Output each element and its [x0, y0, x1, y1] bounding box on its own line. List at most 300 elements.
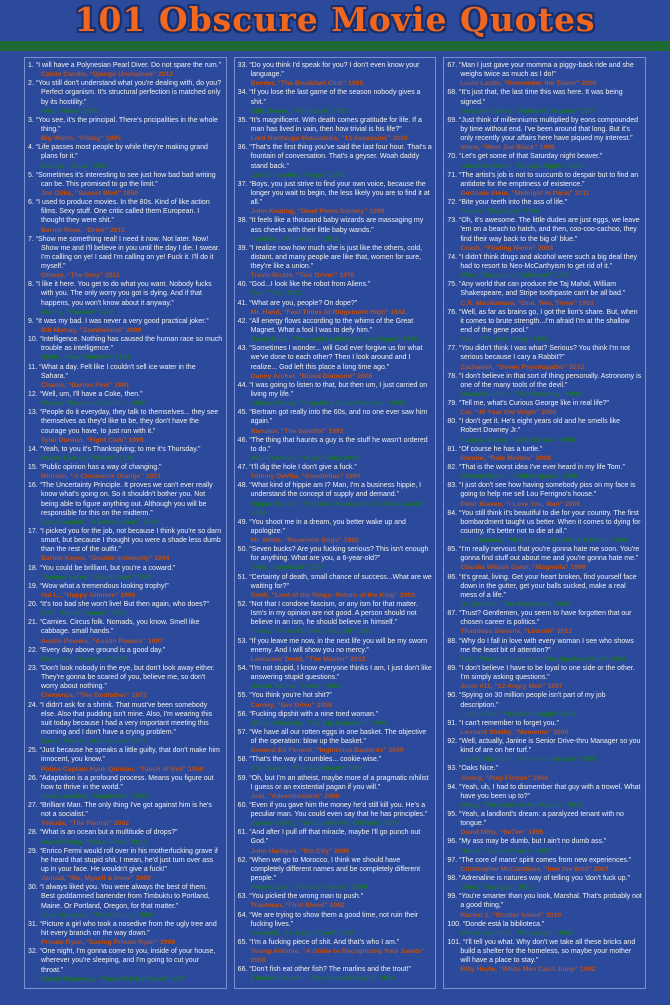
quote-attribution: Private Ryan, “Saving Private Ryan” 1998 [41, 939, 176, 947]
quote-attribution: C.R. MacNamara, “One, Two, Three” 1961 [460, 299, 594, 307]
quote-item [447, 171, 642, 198]
quote-item [447, 216, 642, 253]
quote-attribution: Marty, “The Cabin In the Woods” 2011 [460, 801, 583, 809]
quote-text: 85. “I'm really nervous that you're gonna hate me soon. You're gonna find stuff out about me and you're gonna hate me.” [447, 546, 640, 563]
quote-item [447, 856, 642, 874]
quote-item [447, 637, 642, 664]
quote-item [238, 911, 433, 938]
quote-attribution: Stella, “Rear Window” 1954 [41, 354, 130, 362]
quote-attribution: Bernie Rose, “Drive” 2011 [41, 226, 125, 234]
quote-attribution: Narrator, “The Sandlot” 1993 [250, 427, 344, 435]
quote-attribution: Peter Klaven, “I Love You, Man” 2009 [460, 500, 581, 508]
quote-item [238, 774, 433, 801]
quote-text: 62. “When we go to Morocco, I think we should have completely different names and be completely different people.” [237, 856, 421, 883]
quote-item [28, 171, 223, 198]
quote-attribution: Barry, “Punch-Drunk Love” 2002 [41, 738, 147, 746]
quote-text: 70. “Let's get some of that Saturday night beaver.” [447, 153, 603, 161]
quote-attribution: Big Worm, “Friday” 1995 [41, 135, 121, 143]
quote-attribution: Ottway, “The Grey” 2011 [41, 272, 120, 280]
quote-attribution: Tommy DeVito, “Goodfellas” 1990 [250, 473, 361, 481]
quote-item [238, 938, 433, 965]
quote-text: 49. “You shoot me in a dream, you better wake up and apologize.” [237, 518, 406, 535]
quote-text: 42. “All energy flows according to the whims of the Great Magnet. What a fool I was to defy him.” [237, 317, 414, 334]
quote-item [28, 235, 223, 281]
quote-item [447, 664, 642, 691]
quote-item [238, 381, 433, 408]
quote-text: 87. “Trust? Gentlemen, you seem to have forgotten that our chosen career is politics.” [447, 610, 632, 627]
quote-text: 73. “Oh, it's awesome. The little dudes are just eggs, we leave 'em on a beach to hatch, and then, coo-coo-cachoo, they find their way back to the big ol' blue.” [447, 217, 640, 243]
quote-text: 26. “Adaptation is a profound process. Means you figure out how to thrive in the world.” [28, 774, 214, 791]
quote-item [447, 372, 642, 399]
quote-text: 80. “I don't get it. He's eight years old and he smells like Robert Downey Jr.” [447, 418, 621, 435]
quote-text: 89. “I don't believe I have to be loyal to one side or the other. I'm simply asking questions.” [447, 664, 635, 682]
quote-text: 45. “Bertram got really into the 60s, and no one ever saw him again.” [237, 409, 428, 426]
quote-text: 66. “Don't fish eat other fish? The marlins and the trout!” [237, 966, 411, 974]
quote-item [238, 344, 433, 381]
quote-attribution: Billy Beane, “Moneyball” 2011 [250, 107, 348, 115]
quote-text: 18. “You could be brilliant, but you're a coward.” [28, 564, 176, 572]
quote-attribution: Crush, “Finding Nemo” 2003 [460, 244, 553, 252]
quote-item [238, 637, 433, 664]
quote-text: 82. “That is the worst idea I've ever heard in my life Tom.” [447, 463, 625, 471]
quote-attribution: Hector Zeroni, “Holes” 2003 [250, 683, 341, 691]
quote-attribution: Claudia Wilson Gator, “Magnolia” 1999 [460, 564, 586, 572]
quote-attribution: Danny Archer, “Blood Diamond” 2006 [250, 372, 373, 380]
quote-item [238, 317, 433, 344]
quote-item [28, 600, 223, 618]
quote-attribution: Lester Burnham, “American Beauty” 1999 [460, 756, 596, 764]
quote-text: 94. “Yeah, uh, I had to dismember that guy with a trowel. What have you been up to?” [447, 783, 641, 800]
quote-item [28, 582, 223, 600]
quote-text: 13. “People do it everyday, they talk to themselves... they see themselves as they'd like to be, they don't have the courage you have, to just run with it.” [28, 409, 219, 435]
quote-text: 2. “You still don't understand what you're dealing with, do you? Perfect organism. It's structural perfection is matched only by its hostility.” [28, 80, 222, 106]
quote-item [28, 883, 223, 920]
quote-text: 64. “We are trying to show them a good time, not ruin their fucking lives.” [237, 911, 419, 928]
quote-attribution: Walter Sobchak, “The Big Lebowski” 1998 [250, 719, 387, 727]
quote-attribution: Jack Torrance, “The Shining” 1980 [41, 911, 154, 919]
quote-text: 57. “We have all our rotten eggs in one basket. The objective of the operation: blow up the basket.” [237, 728, 427, 745]
quote-attribution: John Hartigan, “Sin City” 2005 [250, 847, 350, 855]
quote-text: 39. “I realize now how much she is just like the others, cold, distant, and many people are like that, women for sure, they're like a union.” [237, 244, 423, 271]
quote-item [447, 463, 642, 481]
quote-item [447, 481, 642, 508]
quote-item [447, 837, 642, 855]
quote-item [28, 79, 223, 116]
quote-item [28, 61, 223, 79]
quote-attribution: Carson Wells, “No Country For Old Men” 2007 [250, 820, 400, 828]
quote-text: 96. “My ass may be dumb, but I ain't no dumb ass.” [447, 838, 607, 846]
quote-item [28, 280, 223, 317]
quote-item [28, 801, 223, 828]
quote-text: 9. “It was my bad. I was never a very good practical joker.” [28, 317, 209, 325]
quote-item [238, 664, 433, 691]
quote-text: 1. “I will have a Polynesian Pearl Diver. Do not spare the rum.” [28, 62, 221, 69]
quote-attribution: Barton Keyes, “Double Indemnity” 1944 [41, 555, 170, 563]
quote-text: 15. “Public opinion has a way of changing.” [28, 464, 162, 471]
quote-item [238, 280, 433, 298]
quote-text: 56. “Fucking dipshit with a nine toed woman.” [237, 710, 379, 718]
quote-attribution: Larry Gopnik, “A Serious Man” 2009 [41, 518, 158, 526]
quote-item [447, 764, 642, 782]
quote-item [447, 198, 642, 216]
quote-item [238, 856, 433, 893]
quote-item [238, 299, 433, 317]
quote-item [447, 545, 642, 572]
quote-attribution: Lucius Fox, “The Dark Knight” 2008 [460, 710, 577, 718]
quote-column-2 [234, 57, 437, 989]
quote-text: 54. “I'm not stupid, I know everyone thinks I am, I just don't like answering stupid questions.” [237, 664, 432, 682]
quote-text: 74. “I didn't think drugs and alcohol were such a big deal they had to resort to Neo-McCarthyism to get rid of it.” [447, 253, 638, 270]
quote-text: 91. “I can't remember to forget you.” [447, 719, 559, 727]
quote-text: 8. “I like it here. You get to do what you want. Nobody fucks with you. The only worry you got is dying. And if that happens, you won't know about it anyway.” [28, 281, 212, 307]
quote-text: 21. “Carnies. Circus folk. Nomads, you know. Smell like cabbage. small hands.” [28, 619, 200, 636]
quote-attribution: Benjamin Gates, “National Treasure” 2004 [460, 107, 597, 115]
quote-attribution: Ash, “Alien” 1979 [41, 107, 99, 115]
quote-text: 20. “It's too bad she won't live! But then again, who does?” [28, 601, 209, 609]
quote-item [447, 509, 642, 546]
quote-attribution: Schmidt, “21 Jump Street” 2012 [250, 929, 354, 937]
quote-text: 31. “Picture a girl who took a nosedive from the ugly tree and hit every branch on the way down.” [28, 920, 217, 937]
quote-item [238, 892, 433, 910]
quote-attribution: Thaddeus Stevens, “Lincoln” 2012 [460, 628, 573, 636]
quote-item [447, 920, 642, 938]
quote-attribution: Franklin, “The Watch” 2012 [250, 235, 339, 243]
quote-item [28, 564, 223, 582]
quote-item [238, 728, 433, 755]
quote-attribution: Bill Murray, “Zombieland” 2009 [41, 327, 142, 335]
quote-item [447, 152, 642, 170]
quote-item [28, 664, 223, 701]
quote-item [238, 88, 433, 115]
quote-attribution: Ferris, “Ferris Bueller's Day Off” 1986 [250, 628, 373, 636]
quote-item [238, 755, 433, 773]
quote-attribution: Chest Rockwell, “Boogie Nights” 1997 [460, 162, 585, 170]
quote-attribution: Scar, “The Lion King” 1994 [460, 336, 548, 344]
quote-attribution: Joel, “Adventureland” 2009 [250, 792, 340, 800]
quote-attribution: Gimli, “Lord of the Rings: Return of the King” 2003 [250, 591, 415, 599]
quote-text: 35. “It's magnificent. With death comes gratitude for life. If a man has lived in vain, then how trivial is his life?” [237, 116, 422, 133]
quote-attribution: Travis Bickle, “Taxi Driver” 1976 [250, 272, 355, 280]
quote-text: 81. “Of course he has a turtle.” [447, 445, 543, 453]
quote-item [238, 691, 433, 709]
quote-item [447, 938, 642, 975]
quote-item [238, 436, 433, 463]
quote-text: 27. “Brilliant Man. The only thing I've got against him is he's not a socialist.” [28, 802, 212, 819]
quote-text: 36. “That's the first thing you've said the last four hour. That's a fountain of conversation. That's a geyser. Woah daddy stand back.” [237, 144, 432, 170]
quote-item [447, 253, 642, 280]
quote-item [28, 774, 223, 801]
quote-attribution: Hal L., “Happy Gilmore” 1996 [41, 591, 136, 599]
quote-item [28, 527, 223, 564]
quote-item [28, 618, 223, 645]
quote-item [238, 116, 433, 143]
quote-text: 93. “Oaks Nice.” [447, 765, 498, 773]
quote-text: 76. “Well, as far as brains go, I got the lion's share. But, when it comes to brute strength...I'm afraid I'm at the shallow end of the gene pool.” [447, 308, 638, 334]
quote-text: 60. “Even if you gave him the money he'd still kill you. He's a peculiar man. You could even say that he has principles.” [237, 801, 428, 819]
quote-attribution: Carney, “Sex Drive” 2008 [250, 701, 332, 709]
quote-item [447, 810, 642, 837]
quote-text: 24. “I didn't ask for a shrink. That must've been somebody else. Also that pudding isn't mine. Also, I'm wearing this suit today because I had a very important meeting this morning and I don't have a crying problem.” [28, 701, 213, 736]
quote-text: 86. “It's great, living. Get your heart broken, find yourself face down in the gutter, get your balls sucked, make a real mess of a life.” [447, 573, 637, 599]
quote-text: 16. “The Uncertainty Principle. It proves we can't ever really know what's going on. So it shouldn't bother you. Not being able to figure anything out. Although you will be responsible for this on the midterm.” [28, 482, 213, 517]
quote-attribution: Trautman, “First Blood” 1982 [250, 902, 345, 910]
quote-item [238, 481, 433, 518]
quote-text: 43. “Sometimes I wonder... will God ever forgive us for what we've done to each other? Then I look around and I realize... God left this place a long time ago.” [237, 345, 423, 371]
quote-item [28, 920, 223, 947]
quote-item [447, 280, 642, 307]
quote-item [28, 335, 223, 362]
quote-attribution: John Laroche, “Adaptation” 2002 [41, 792, 149, 800]
quote-attribution: Michael Bolton, “Office Space” 1999 [460, 473, 578, 481]
quote-attribution: Surgery Nurse, “BASEketball” 1998 [460, 436, 576, 444]
quote-attribution: Mama Boucher, “The Waterboy” 1998 [460, 390, 581, 398]
quote-text: 19. “Wow what a tremendous looking trophy!” [28, 582, 169, 590]
quote-attribution: Rocco, “Boondock Saints” 1999 [41, 400, 145, 408]
quote-text: 12. “Well, um, I'll have a Coke, then.” [28, 390, 143, 398]
quote-attribution: Raoul Duke, “Fear and Loathing In Las Vegas” 1998 [250, 336, 418, 344]
quote-attribution: Rocky Balboa, “Rocky” 1976 [41, 454, 134, 462]
quote-text: 97. “The core of mans' spirit comes from new experiences.” [447, 856, 632, 864]
quote-item [238, 180, 433, 217]
quote-attribution: Aldous Snow, “Forgetting Sarah Marshall” 2008 [250, 400, 405, 408]
quote-text: 58. “That's the way it crumbles... cookie-wise.” [237, 756, 382, 764]
quote-item [447, 308, 642, 345]
quote-attribution: Carl Showalter, “Fargo” 1996 [250, 171, 345, 179]
quote-attribution: Eduardo Saverin, “The Social Network” 2010 [250, 975, 395, 983]
quote-item [447, 691, 642, 718]
quote-text: 10. “Intelligence. Nothing has caused the human race so much trouble as intelligence.” [28, 336, 223, 353]
quote-attribution: Pascal, “Big Night” 1996 [460, 208, 540, 216]
quote-attribution: Mr. White, “Reservoir Dogs” 1992 [250, 537, 359, 545]
quote-item [447, 737, 642, 764]
quote-item [28, 701, 223, 747]
quote-text: 29. “Enrico Fermi would roll over in his motherfucking grave if he heard that stupid shit. I mean, he'd just turn over ass up in your face. He wouldn't give a fuck!” [28, 847, 218, 873]
quote-attribution: Hippie Student, “Harold & Kumar Go To White Castle” 2004 [250, 500, 425, 517]
quote-text: 67. “Man I just gave your momma a piggy-back ride and she weighs twice as much as I do!” [447, 62, 634, 79]
quote-text: 48. “What kind of hippie am I? Man, I'm a business hippie, I understand the concept of supply and demand.” [237, 482, 422, 499]
quote-text: 61. “And after I pull off that miracle, maybe I'll go punch out God.” [237, 829, 421, 846]
quote-attribution: Joel, “Eternal Sunshine of the Spotless Mind” 2004 [460, 655, 626, 663]
quote-attribution: White Goodman, “Dodgeball” 2004 [460, 929, 573, 937]
quote-attribution: General Ed Fenech, “Inglorious Basterds” 2009 [250, 747, 404, 755]
quote-attribution: Bernstein, “Scarface” 1983 [41, 655, 129, 663]
quote-text: 71. “The artist's job is not to succumb to despair but to find an antidote for the emptiness of existence.” [447, 171, 639, 188]
quote-item [447, 573, 642, 610]
quote-text: 88. “Why do I fall in love with every woman I see who shows me the least bit of attention?” [447, 637, 634, 654]
quote-attribution: C.C. Baxter, “The Apartment” 1960 [250, 765, 363, 773]
quote-attribution: Walt Kowalski, “Gran Torino 2008 [250, 454, 359, 462]
quote-item [447, 783, 642, 810]
quote-attribution: Mike, “Dazed and Confused” 1993 [460, 272, 571, 280]
quote-item [28, 390, 223, 408]
quote-attribution: Jimmy, “Pulp Fiction” 1994 [460, 774, 548, 782]
quote-item [447, 874, 642, 892]
quote-attribution: Calvin Candie, “Django Unchained” 2012 [41, 71, 174, 79]
quote-item [447, 344, 642, 371]
quote-text: 6. “I used to produce movies. In the 80s. Kind of like action films. Sexy stuff. One critic called them European. I thought they were shit.” [28, 199, 210, 225]
quote-text: 65. “I'm a fucking piece of shit. And that's who I am.” [237, 938, 400, 946]
quote-text: 84. “You still think it's beautiful to die for your country. The first bombardment taught us better. When it comes to dying for country, it's better not to die at all.” [447, 509, 641, 535]
quote-text: 55. “You think you're hot shit?” [237, 692, 332, 700]
quote-attribution: Austin Powers, “Austin Powers” 1997 [41, 637, 164, 645]
quote-text: 23. “Don't look nobody in the eye, but don't look away either. They're gonna be scared of you, believe me, so don't worry about nothing.” [28, 664, 215, 691]
quote-attribution: Daniel Plainview, “There Will Be Blood” 2007 [41, 975, 186, 983]
quote-text: 3. “You see, it's the principal. There's pricipalities in the whole thing.” [28, 116, 218, 133]
quote-text: 53. “If you leave me now, in the next life you will be my sworn enemy. And I will show you no mercy.” [237, 637, 428, 654]
quote-text: 83. “I just don't see how having somebody piss on my face is going to help me sell Lou Ferrigno's house.” [447, 482, 636, 499]
quote-item [447, 116, 642, 153]
quote-item [28, 746, 223, 773]
quote-attribution: Lord Naritsugu Matsudaira, “13 Assassins” 2010 [250, 135, 408, 143]
quote-attribution: Chon, “Savages” 2012 [460, 884, 533, 892]
quote-column-1 [24, 57, 227, 989]
quote-text: 38. “It feels like a thousand baby wizards are massaging my ass cheeks with their little baby wands.” [237, 217, 424, 234]
page-title: 101 Obscure Movie Quotes [74, 0, 596, 39]
quote-item [447, 719, 642, 737]
quote-item [238, 828, 433, 855]
quote-text: 92. “Well, actually, Janine is Senior Drive-thru Manager so you kind of are on her turf.” [447, 738, 641, 755]
quote-attribution: Charlie, “Barton Fink” 1991 [41, 381, 130, 389]
quote-attribution: Paul Baumer, “All Quiet on the Western Front” 1930 [460, 537, 628, 545]
quote-text: 7. “Show me something real! I need it now. Not later. Now! Show me and I'll believe in you until the day I die. I swear. I'm calling on ye! I said I'm calling on ye! Fuck it. I'll do it myself.” [28, 235, 220, 271]
quote-text: 40. “God...I look like the robot from Aliens.” [237, 281, 371, 289]
quote-item [238, 408, 433, 435]
quote-item [238, 965, 433, 983]
quote-text: 41. “What are you, people? On dope?” [237, 299, 358, 307]
quote-attribution: Ted, “Ted” 2012 [250, 290, 302, 298]
quote-item [28, 363, 223, 390]
quote-item [447, 445, 642, 463]
quote-text: 69. “Just think of millenniums multiplied by eons compounded by time without end. I've been around that long. But it's only recently your affairs here have piqued my interest.” [447, 116, 638, 143]
quote-text: 79. “Tell me, what's Curious George like in real life?” [447, 400, 609, 408]
quote-item [28, 408, 223, 445]
quote-text: 95. “Yeah, a landlord's dream: a paralyzed tenant with no tongue.” [447, 811, 624, 828]
quote-item [28, 317, 223, 335]
quote-attribution: Penny Lane, “Almost Famous” 2000 [250, 884, 368, 892]
quote-attribution: Zachariah, “Seven Psychopaths” 2012 [460, 363, 585, 371]
quote-attribution: Gaff, “Blade Runner” 1982 [41, 610, 127, 618]
quote-text: 28. “What is an ocean but a multitude of drops?” [28, 829, 178, 837]
quote-item [28, 481, 223, 527]
quote-attribution: Bender, “The Breakfast Club” 1985 [250, 80, 364, 88]
quote-attribution: Juror #11, “12 Angry Men” 1957 [460, 683, 563, 691]
quote-attribution: Police Captain Hank Quinlan, “Touch of Evil” 1958 [41, 765, 204, 773]
quote-text: 4. “Life passes most people by while they're making grand plans for it.” [28, 144, 208, 161]
quote-attribution: Cal, “40 Year Old Virgin” 2005 [460, 409, 557, 417]
quote-text: 99. “You're smarter than you look, Marshal. That's probably not a good thing,” [447, 893, 642, 910]
quote-attribution: Joe Gillis, “Sunset Blvd” 1950 [41, 189, 139, 197]
quote-attribution: Gertrude Stein, “Midnight In Paris” 2011 [460, 189, 590, 197]
quote-attribution: Ronnie, “Role Models” 2008 [460, 454, 551, 462]
quote-item [238, 710, 433, 728]
quote-attribution: Mr. Hand, “Fast Times At Ridgemont High” 1982 [250, 308, 406, 316]
quote-item [28, 198, 223, 235]
quote-item [238, 518, 433, 545]
quote-attribution: Seth, “Superbad” 2007 [250, 564, 325, 572]
quote-text: 46. “The thing that haunts a guy is the stuff he wasn't ordered to do.” [237, 436, 428, 453]
quote-item [238, 600, 433, 637]
quote-text: 11. “What a day. Felt like I couldn't sell ice water in the Sahara.” [28, 363, 196, 380]
quote-item [447, 88, 642, 115]
quote-attribution: John Keating, “Dead Poets Society” 1989 [250, 208, 385, 216]
title-underline-stripe [0, 41, 670, 51]
quote-item [447, 892, 642, 919]
quote-column-3 [443, 57, 646, 989]
quote-attribution: George, “Blow” 2001 [41, 162, 109, 170]
quote-text: 22. “Every day above ground is a good day.” [28, 646, 166, 654]
quote-text: 44. “I was going to listen to that, but then um, I just carried on living my life.” [237, 381, 428, 398]
quote-item [238, 463, 433, 481]
quote-attribution: Adam Ewing, “Cloud Atlas” 2012 [41, 838, 147, 846]
quote-text: 75. “Any world that can produce the Taj Mahal, William Shakespeare, and Stripe toothpaste can't be all bad.” [447, 281, 626, 298]
quote-text: 68. “It's just that, the last time this was here. It was being signed.” [447, 89, 623, 106]
quote-attribution: Minister, “A Clockwork Orange” 1971 [41, 473, 161, 481]
quote-attribution: Ordell, “Jackie Brown” 1997 [460, 847, 552, 855]
quote-item [238, 545, 433, 572]
quote-text: 101. “I'll tell you what. Why don't we take all these bricks and build a shelter for the homeless, so maybe your mother will have a place to stay.” [447, 938, 636, 965]
quote-attribution: Voice, “Meet Joe Black” 1998 [460, 144, 555, 152]
quote-text: 25. “Just because he speaks a little guilty, that don't make him innocent, you know.” [28, 747, 220, 764]
quote-attribution: Tyler Durden, “Fight Club” 1999 [41, 436, 144, 444]
quote-item [238, 801, 433, 828]
quote-item [238, 216, 433, 243]
quote-item [447, 417, 642, 444]
quote-text: 63. “You picked the wrong man to push.” [237, 893, 364, 901]
quote-item [447, 399, 642, 417]
quote-columns [24, 57, 646, 989]
quote-attribution: Lancaster Dodd, “The Master” 2012 [250, 655, 366, 663]
quote-item [28, 445, 223, 463]
quote-text: 78. “I don't believe in that sort of thing personally. Astronomy is one of the many tools of the devil.” [447, 372, 642, 389]
quote-text: 34. “If you lose the last game of the season nobody gives a shit.” [237, 89, 421, 106]
quote-text: 59. “Oh, but I'm an atheist, maybe more of a pragmatic nihilist I guess or an existential pagan if you will.” [237, 774, 429, 791]
quote-text: 77. “You didn't think I was what? Serious? You think I'm not serious because I cary a Rabbit?” [447, 345, 630, 362]
quote-item [28, 143, 223, 170]
quote-attribution: Leonard Shelby, “Memento” 2000 [460, 728, 569, 736]
quote-text: 30. “I always liked you. You were always the best of them. Best goddamned bartender from Timbuktu to Portland, Maine. Or Portland, Oregon, for that matter.” [28, 884, 210, 910]
quote-attribution: David Mills, “Se7en” 1995 [460, 829, 544, 837]
quote-attribution: Louie Lastik, “Remember the Titans” 2000 [460, 80, 597, 88]
quote-text: 100. “Donde está la biblioteca.” [447, 920, 545, 928]
quote-attribution: Jamaal, “Me, Myself & Irene” 2000 [41, 875, 151, 883]
quote-attribution: Christopher McCandless, “Into the Wild” 2007 [460, 865, 609, 873]
quote-item [238, 244, 433, 281]
quote-text: 90. “Spying on 30 million people isn't part of my job description.” [447, 692, 606, 709]
quote-attribution: Thomas Leroy, “Black Swan” 2010 [41, 573, 153, 581]
quote-text: 14. “Yeah, to you it's Thanksgiving; to me it's Thursday.” [28, 445, 201, 453]
quote-item [28, 646, 223, 664]
quote-item [238, 573, 433, 600]
quote-attribution: Dr. Squires, “The Wackness” 2008 [460, 601, 571, 609]
quote-item [28, 947, 223, 984]
quote-text: 17. “I picked you for the job, not because I think you're so darn smart, but because I thought you were a shade less dumb than the rest of the outfit.” [28, 527, 222, 554]
quote-item [447, 61, 642, 88]
quote-text: 98. “Adrenaline is natures way of telling you 'don't fuck up.” [447, 874, 630, 882]
quote-attribution: Clemenza, “The Godfather” 1972 [41, 692, 147, 700]
quote-attribution: Young Antonio, “A Guide to Recognizing Your Saints” 2006 [250, 948, 425, 965]
quote-item [28, 116, 223, 143]
quote-text: 47. “I'll dig the hole I don't give a fuck.” [237, 464, 357, 471]
quote-item [447, 609, 642, 636]
quote-text: 50. “Seven bucks? Are you fucking serious? This isn't enough for anything. What are you, a 6-year-old?” [237, 546, 429, 563]
quote-item [28, 847, 223, 884]
quote-text: 5. “Sometimes it's interesting to see just how bad bad writing can be. This promised to go the limit.” [28, 171, 216, 188]
quote-text: 32. “One night, I'm gonna come to you, inside of your house, wherever you're sleeping, and I'm going to cut your throat.” [28, 948, 216, 974]
quote-item [238, 61, 433, 88]
quote-text: 37. “Boys, you just strive to find your own voice, because the longer you wait to begin, the less likely you are to find it at all.” [237, 180, 430, 207]
quote-text: 52. “Not that I condone fascism, or any ism for that matter. Ism's in my opinion are not good. A person should not believe in an ism, he should believe in himself.” [237, 600, 418, 627]
quote-attribution: Bunny, “Platoon” 1986 [41, 308, 115, 316]
